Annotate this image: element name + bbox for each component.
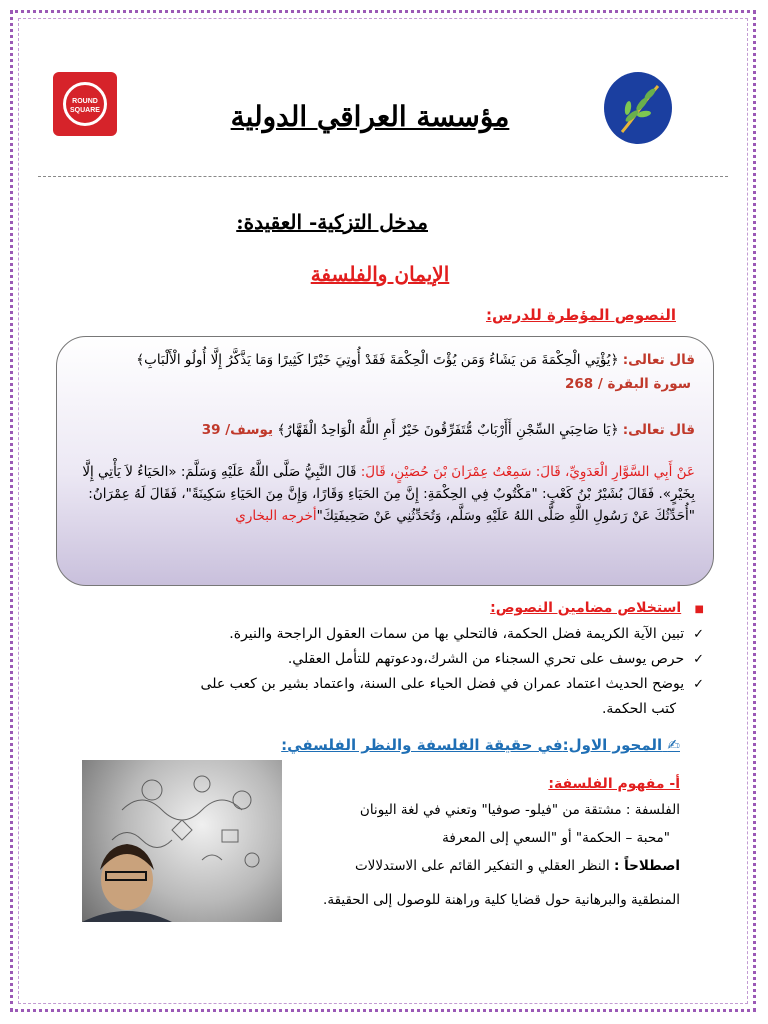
list-item: ✓ يوضح الحديث اعتماد عمران في فضل الحياء على السنة، واعتماد بشير بن كعب على (200, 676, 704, 692)
verse2 (75, 419, 695, 441)
texts-heading: النصوص المؤطرة للدرس: (485, 306, 676, 324)
checkmark-icon: ✓ (693, 627, 704, 642)
thinking-man-photo (82, 760, 282, 922)
school-emblem-logo (604, 72, 672, 144)
hadith-intro: عَنْ أَبِي السَّوَّارِ الْعَدَوِيِّ، قَالَ: سَمِعْتُ عِمْرَانَ بْنَ حُصَيْنٍ، قَالَ: (360, 464, 695, 480)
verse2-ref: يوسف/ 39 (201, 422, 274, 438)
verse2-intro: قال تعالى: (622, 422, 695, 438)
definition-line4: المنطقية والبرهانية حول قضايا كلية وراهنة للوصول إلى الحقيقة. (323, 892, 680, 908)
extraction-heading: استخلاص مضامين النصوص: (490, 600, 682, 616)
definition-heading: أ- مفهوم الفلسفة: (548, 776, 680, 792)
axis-text: في حقيقة الفلسفة والنظر الفلسفي: (281, 736, 563, 754)
verse2-text: ﴿يَا صَاحِبَيِ السِّجْنِ أَأَرْبَابٌ مُّتَفَرِّقُونَ خَيْرٌ أَمِ اللَّهُ الْوَاحِدُ الْقَهَّارُ﴾ (277, 422, 619, 438)
verse1-text: ﴿يُؤْتِي الْحِكْمَةَ مَن يَشَاءُ وَمَن يُؤْتَ الْحِكْمَةَ فَقَدْ أُوتِيَ خَيْرًا كَثِيرًا وَمَا يَذَّكَّرُ إِلَّا أُولُو الْأَلْبَابِ﴾ (136, 352, 619, 368)
list-item-continued: كتب الحكمة. (601, 701, 676, 717)
hadith-ref: أخرجه البخاري (235, 508, 317, 524)
axis-label: المحور الاول: (562, 736, 663, 754)
olive-branch-icon (614, 80, 664, 136)
hadith-line3: لَهُ عِمْرَانُ: "أُحَدِّثُكَ عَنْ رَسُولِ اللَّهِ صَلَّى اللهُ عَلَيْهِ وسَلَّم، وَتُحَدِّثُنِي عَنْ صَحِيفَتِكَ" (88, 486, 695, 524)
texts-box (56, 336, 714, 586)
round-square-logo (53, 72, 117, 136)
definition-line1: الفلسفة : مشتقة من "فيلو- صوفيا" وتعني في لغة اليونان (359, 802, 680, 818)
hadith-line2: يَأْتِي إِلَّا بِخَيْرٍ». فَقَالَ بُشَيْرُ بْنُ كَعْبٍ: "مَكْتُوبٌ فِي الحِكْمَةِ: إِنَّ مِنَ الحَيَاءِ وَقَارًا، وَإِنَّ مِنَ الحَيَاءِ سَكِينَةً"، فَقَالَ (82, 464, 695, 502)
hadith (75, 461, 695, 527)
lesson-title: الإيمان والفلسفة (310, 262, 450, 286)
verse1-intro: قال تعالى: (622, 352, 695, 368)
verse1-ref: سورة البقرة / 268 (565, 376, 691, 392)
definition-line3: اصطلاحاً : النظر العقلي و التفكير القائم على الاستدلالات (354, 858, 680, 874)
hadith-line1: قَالَ النَّبِيُّ صَلَّى اللَّهُ عَلَيْهِ وَسَلَّمَ: «الحَيَاءُ لاَ (125, 464, 357, 480)
extraction-section (64, 596, 704, 721)
definition-line2: "محبة – الحكمة" أو "السعي إلى المعرفة (442, 830, 670, 846)
checkmark-icon: ✓ (693, 652, 704, 667)
header-divider (38, 176, 728, 177)
subject-heading: مدخل التزكية- العقيدة: (236, 210, 428, 234)
square-bullet-icon: ■ (694, 604, 704, 615)
extraction-heading-row (64, 596, 704, 622)
axis-heading (281, 736, 680, 754)
logo-line2: SQUARE (70, 107, 100, 114)
logo-line1: ROUND (72, 98, 98, 105)
checkmark-icon: ✓ (693, 677, 704, 692)
doodles-illustration (82, 760, 282, 922)
verse1 (75, 349, 695, 371)
list-item: ✓ تبين الآية الكريمة فضل الحكمة، فالتحلي بها من سمات العقول الراجحة والنيرة. (229, 626, 704, 642)
definition-term-label: اصطلاحاً : (614, 858, 680, 874)
list-item: ✓ حرص يوسف على تحري السجناء من الشرك،ودعوتهم للتأمل العقلي. (287, 651, 704, 667)
page-title: مؤسسة العراقي الدولية (230, 100, 510, 133)
pencil-icon: ✍ (667, 736, 680, 754)
